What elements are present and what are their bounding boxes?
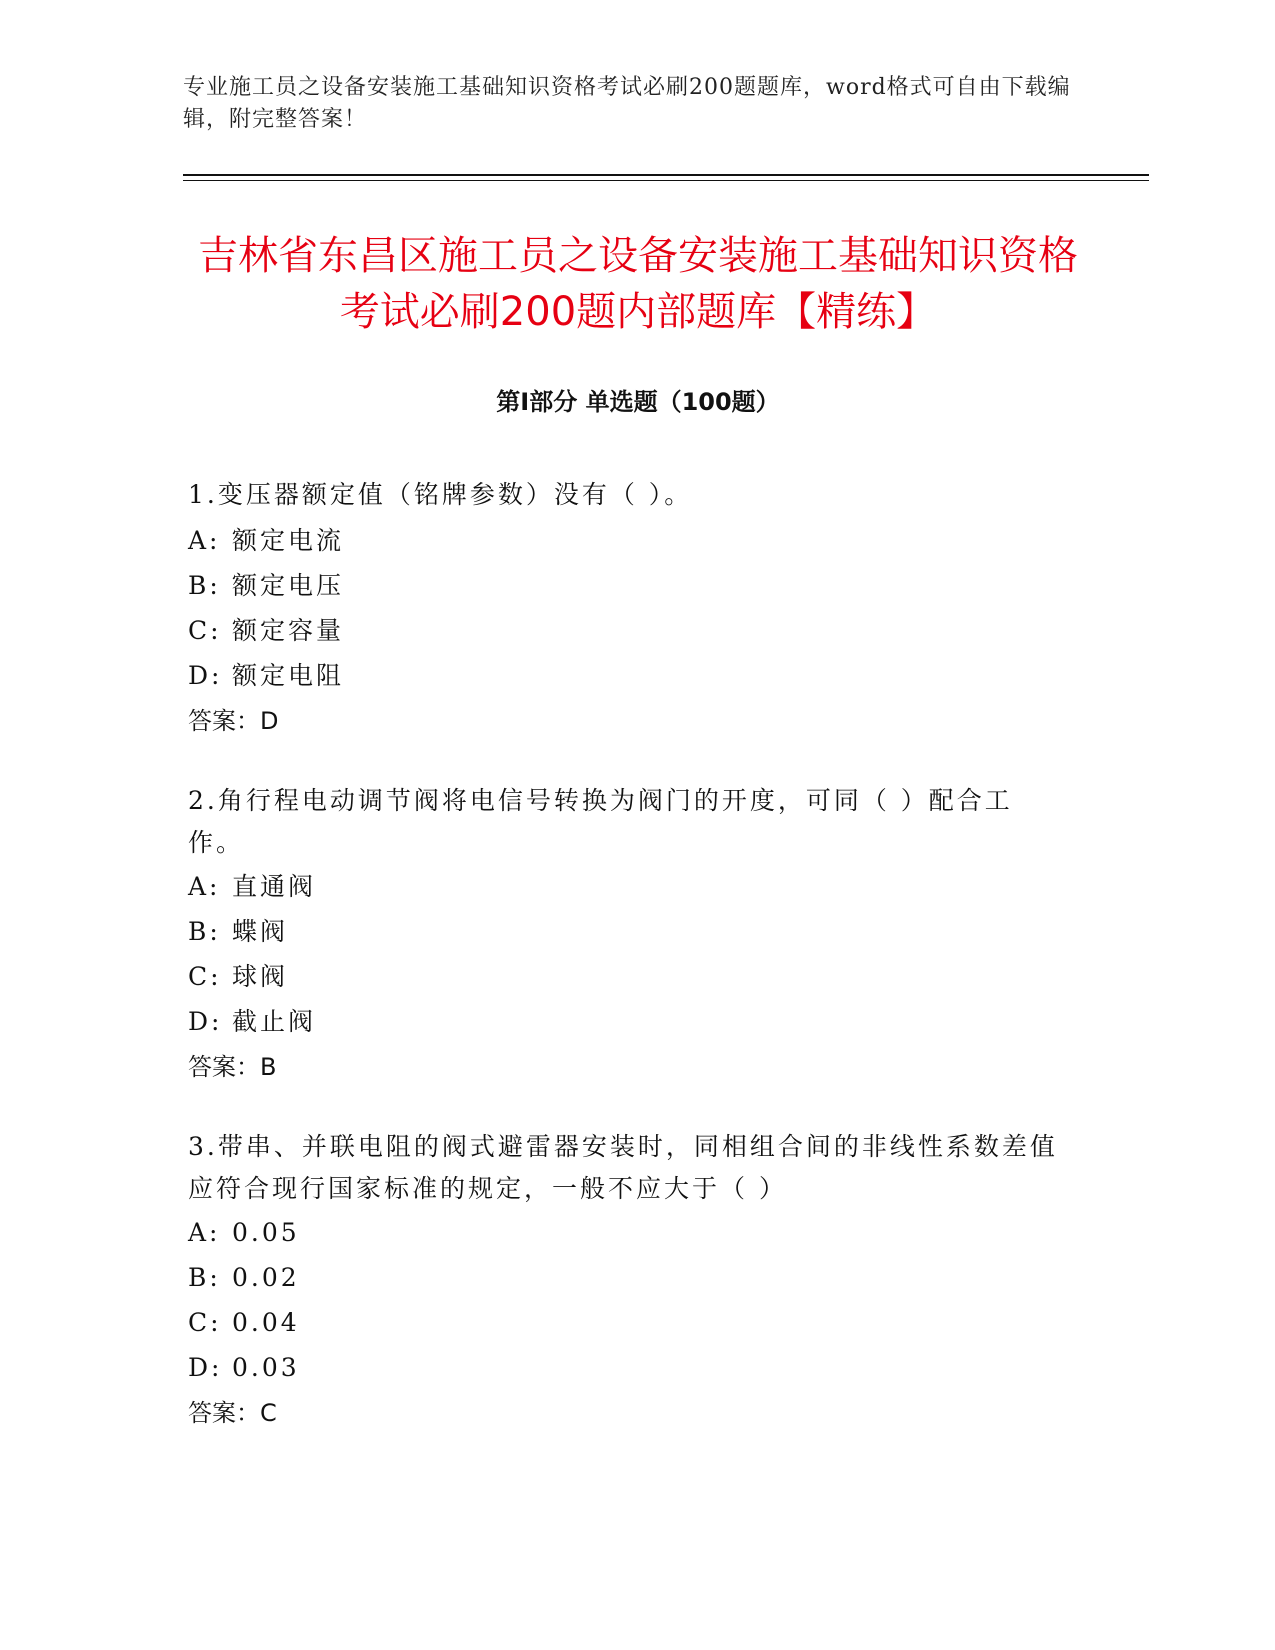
option-letter: D: <box>188 1007 223 1036</box>
option-b <box>188 1255 1068 1300</box>
option-letter: B: <box>188 571 221 600</box>
option-d <box>188 653 1068 698</box>
header-note: 专业施工员之设备安装施工基础知识资格考试必刷200题题库，word格式可自由下载编辑，附完整答案！ <box>183 75 1071 132</box>
option-d <box>188 1345 1068 1390</box>
question-stem: 2.角行程电动调节阀将电信号转换为阀门的开度，可同（ ）配合工作。 <box>188 786 1013 857</box>
answer-line: 答案：B <box>188 1053 277 1081</box>
option-letter: C: <box>188 962 222 991</box>
question-1 <box>188 472 1068 744</box>
option-b <box>188 909 1068 954</box>
option-letter: D: <box>188 661 223 690</box>
option-c <box>188 1300 1068 1345</box>
option-text: 截止阀 <box>232 1007 317 1036</box>
question-3 <box>188 1126 1068 1436</box>
answer-line: 答案：C <box>188 1399 277 1427</box>
option-c <box>188 954 1068 999</box>
option-c <box>188 608 1068 653</box>
option-letter: D: <box>188 1353 223 1382</box>
option-text: 0.02 <box>232 1263 300 1292</box>
option-text: 球阀 <box>232 962 289 991</box>
option-text: 额定电阻 <box>232 661 345 690</box>
question-stem: 1.变压器额定值（铭牌参数）没有（ ）。 <box>188 480 693 509</box>
option-text: 0.05 <box>232 1218 300 1247</box>
header-divider-thin <box>183 180 1149 181</box>
option-letter: A: <box>188 1218 221 1247</box>
question-stem: 3.带串、并联电阻的阀式避雷器安装时，同相组合间的非线性系数差值应符合现行国家标准的规定，一般不应大于（ ） <box>188 1132 1058 1203</box>
option-letter: B: <box>188 1263 221 1292</box>
section-heading: 第Ⅰ部分 单选题（100题） <box>496 388 780 416</box>
option-a <box>188 518 1068 563</box>
answer-line: 答案：D <box>188 707 279 735</box>
option-text: 额定容量 <box>232 616 345 645</box>
option-a <box>188 864 1068 909</box>
question-2 <box>188 780 1068 1090</box>
option-letter: B: <box>188 917 221 946</box>
option-text: 0.04 <box>232 1308 300 1337</box>
option-a <box>188 1210 1068 1255</box>
option-text: 额定电压 <box>232 571 345 600</box>
option-b <box>188 563 1068 608</box>
option-text: 直通阀 <box>232 872 317 901</box>
document-title: 吉林省东昌区施工员之设备安装施工基础知识资格考试必刷200题内部题库【精练】 <box>198 233 1078 335</box>
header-divider-thick <box>183 174 1149 176</box>
option-d <box>188 999 1068 1044</box>
option-letter: C: <box>188 1308 222 1337</box>
option-letter: A: <box>188 872 221 901</box>
option-text: 0.03 <box>232 1353 300 1382</box>
option-text: 蝶阀 <box>232 917 289 946</box>
option-letter: A: <box>188 526 221 555</box>
option-letter: C: <box>188 616 222 645</box>
question-list <box>188 472 1068 1472</box>
option-text: 额定电流 <box>232 526 345 555</box>
